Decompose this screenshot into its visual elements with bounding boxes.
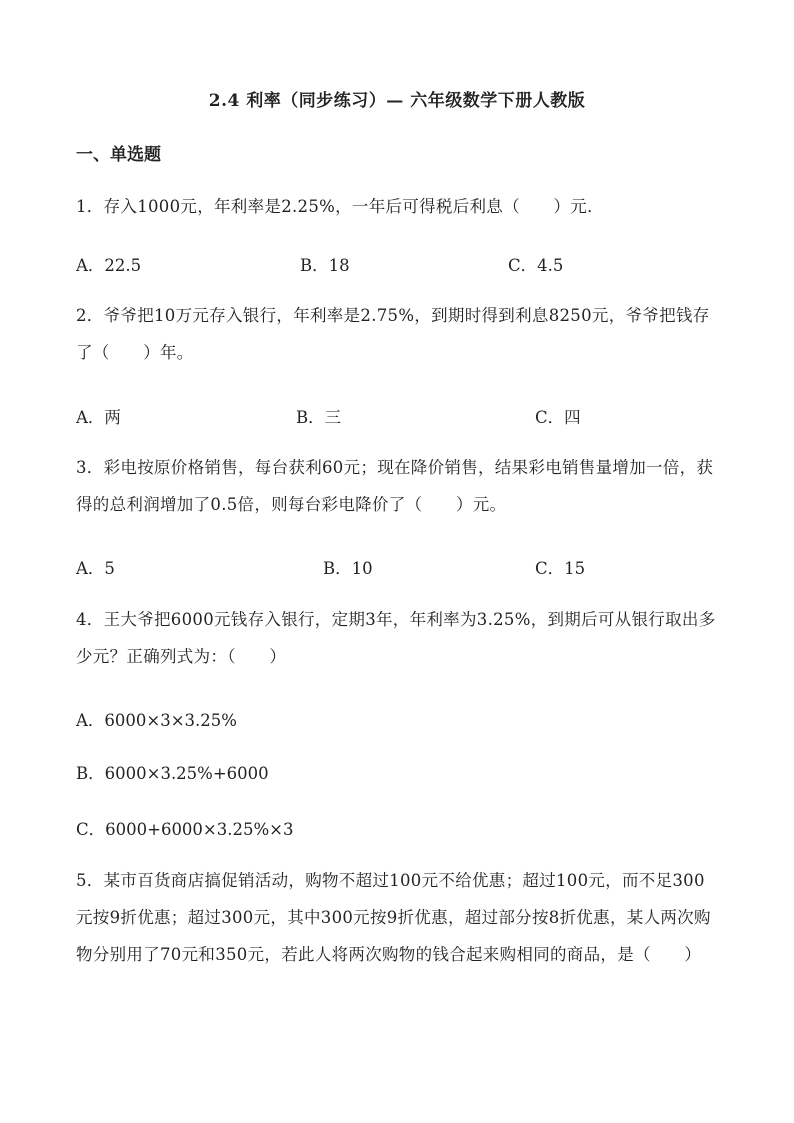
question-4: 4．王大爷把6000元钱存入银行，定期3年，年利率为3.25%，到期后可从银行取出多少元？正确列式为：（ ） <box>76 610 716 666</box>
option-c[interactable]: C．4.5 <box>508 256 564 275</box>
document-title: 2.4 利率（同步练习）— 六年级数学下册人教版 <box>208 91 586 111</box>
question-3-options <box>76 555 716 579</box>
option-b[interactable]: B．10 <box>323 559 373 578</box>
option-b[interactable]: B．6000×3.25%+6000 <box>76 764 269 783</box>
question-1-options <box>76 252 716 276</box>
option-a[interactable]: A．22.5 <box>76 256 142 275</box>
option-c[interactable]: C．15 <box>535 559 586 578</box>
option-a[interactable]: A．6000×3×3.25% <box>76 711 237 730</box>
option-a[interactable]: A．两 <box>76 408 121 427</box>
option-b[interactable]: B．18 <box>300 256 350 275</box>
option-b[interactable]: B．三 <box>296 408 342 427</box>
question-3: 3．彩电按原价格销售，每台获利60元；现在降价销售，结果彩电销售量增加一倍，获得的总利润增加了0.5倍，则每台彩电降价了（ ）元。 <box>76 458 714 514</box>
question-2: 2．爷爷把10万元存入银行，年利率是2.75%，到期时得到利息8250元，爷爷把钱存了（ ）年。 <box>76 306 710 362</box>
question-2-options <box>76 404 716 428</box>
option-c[interactable]: C．6000+6000×3.25%×3 <box>76 820 294 839</box>
option-c[interactable]: C．四 <box>535 408 581 427</box>
option-a[interactable]: A．5 <box>76 559 115 578</box>
question-5: 5．某市百货商店搞促销活动，购物不超过100元不给优惠；超过100元，而不足300元按9折优惠；超过300元，其中300元按9折优惠，超过部分按8折优惠，某人两次购物分别用了70元和350元，若此人将两次购物的钱合起来购相同的商品，是（ ） <box>76 871 711 964</box>
question-1: 1．存入1000元，年利率是2.25%，一年后可得税后利息（ ）元． <box>76 197 604 216</box>
section-heading: 一、单选题 <box>76 145 161 165</box>
